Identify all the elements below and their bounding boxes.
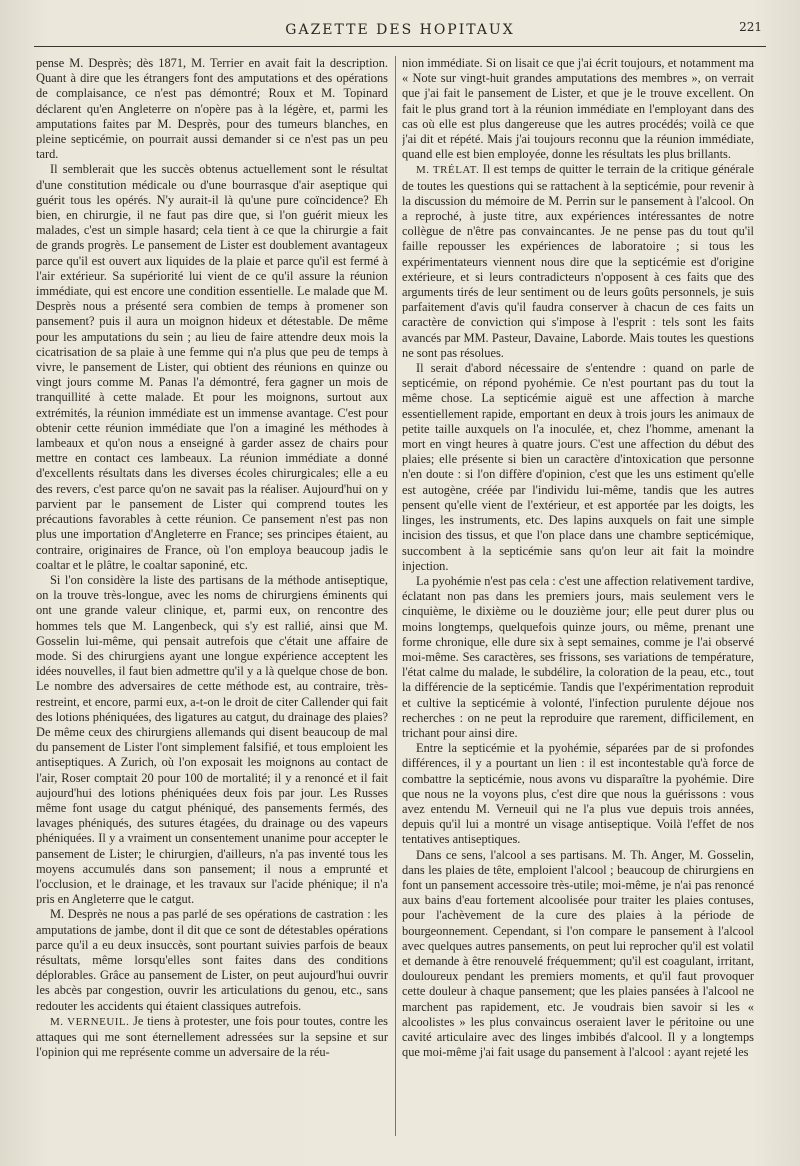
- column-divider: [395, 56, 396, 1136]
- paragraph: Si l'on considère la liste des partisans de la méthode antiseptique, on la trouve très-longue, avec les noms de chirurgiens éminents qui ont une grande valeur clinique, et, parmi eux, on rencontre des hommes tels que M. Langenbeck, qui s'y est rallié, ainsi que M. Gosselin lui-même, qui pensait autrefois que c'était une affaire de mode. Si des chirurgiens ayant une longue expérience acceptent les idées nouvelles, il faut bien admettre qu'il y a là quelque chose de bon. Le nombre des adversaires de cette méthode est, au contraire, très-restreint, et encore, parmi eux, a-t-on le droit de citer Callender qui fait des lotions phéniquées, des ligatures au catgut, du drainage des plaies? De même ceux des chirurgiens allemands qui disent beaucoup de mal du pansement de Lister l'ont simplement falsifié, et tous emploient les antiseptiques. A Zurich, où l'on exposait les moignons au contact de l'air, Roser comptait 20 pour 100 de mortalité; il y a renoncé et il fait aujourd'hui des lotions phéniquées deux fois par jour. Les Russes même font usage du catgut phéniqué, des pansements fermés, des lavages phéniqués, des sutures étagées, du drainage ou des vapeurs phéniquées. Il y a vraiment un consentement unanime pour accepter le pansement de Lister; le chirurgien, d'ailleurs, n'a pas inventé tous les moyens accumulés dans son pansement; il nous a emprunté et l'occlusion, et le drainage, et les travaux sur l'acide phénique; il n'a pris en Angleterre que le catgut.: [36, 572, 388, 907]
- speaker-paragraph: [36, 1014, 388, 1061]
- paragraph: Dans ce sens, l'alcool a ses partisans. M. Th. Anger, M. Gosselin, dans les plaies de tête, emploient l'alcool ; beaucoup de chirurgiens en font un pansement accessoire très-utile; moi-même, je n'ai pas renoncé aux bains d'eau fortement alcoolisée pour traiter les plaies contuses, pour l'achèvement de la cure des plaies à la période de bourgeonnement. Cependant, si l'on compare le pansement à l'alcool avec quelques autres pansements, on peut lui reprocher qu'il est volatil et demande à être renouvelé fréquemment; qu'il est coagulant, irritant, douloureux pendant les premiers moments, et qu'il faut provoquer cette douleur à chaque pansement; que les plaies pansées à l'alcool ne marchent pas rapidement, etc. Je voudrais bien savoir si les « alcoolistes » les plus convaincus oseraient laver le péritoine ou une cavité articulaire avec des linges imbibés d'alcool. Il y a longtemps que moi-même j'ai fait usage du pansement à l'alcool : ayant rejeté les: [402, 847, 754, 1060]
- paragraph: nion immédiate. Si on lisait ce que j'ai écrit toujours, et notamment ma « Note sur vingt-huit grandes amputations des membres », on verrait que j'ai fait le pansement de Lister, et que je le trouve excellent. On fait le plus grand tort à la réunion immédiate en l'employant dans des cas où elle est plus dangereuse que les autres procédés; voilà ce que j'ai dit et répété. Mais j'ai toujours reconnu que la réunion immédiate, quand elle est bien employée, donne les résultats les plus brillants.: [402, 56, 754, 162]
- speaker-name: M. TRÉLAT.: [416, 164, 480, 177]
- paragraph: pense M. Desprès; dès 1871, M. Terrier en avait fait la description. Quant à dire que les étrangers font des amputations et des opérations de complaisance, ce n'est pas démontré; Roux et M. Topinard déclarent qu'en Angleterre on n'opère pas à la légère, et, parmi les amputations faites par M. Desprès, pour des tumeurs blanches, en pleine septicémie, on pourrait aussi demander si ce n'est pas un peu tard.: [36, 56, 388, 162]
- left-column: [36, 56, 388, 1150]
- paragraph: La pyohémie n'est pas cela : c'est une affection relativement tardive, éclatant non pas dans les premiers jours, mais seulement vers le cinquième, le dixième ou le douzième jour; elle peut durer plus ou moins longtemps, quelquefois quinze jours, ou même, prenant une forme chronique, elle dure six à sept semaines, comme je l'ai observé moi-même. Ses caractères, ses frissons, ses variations de température, l'état calme du malade, le subdélire, la coloration de la peau, etc., tout la différencie de la septicémie. Tandis que l'expérimentation reproduit et cultive la septicémie à volonté, l'infection purulente déjoue nos recherches : on ne peut la reproduire que rarement, difficilement, en trichant pour ainsi dire.: [402, 573, 754, 740]
- paragraph-text: Je tiens à protester, une fois pour toutes, contre les attaques qui me sont éternellement adressées sur la sepsine et sur l'opinion qui me représente comme un adversaire de la réu-: [36, 1013, 388, 1060]
- paragraph: Il semblerait que les succès obtenus actuellement sont le résultat d'une constitution médicale ou d'une bourrasque d'air aseptique qui guérit tous les opérés. N'y aurait-il là qu'une pure coïncidence? Eh bien, en chirurgie, il ne faut pas dire que, si l'on guérit mieux les malades, c'est un simple hasard; cela tient à ce que la chirurgie a fait de grands progrès. Le pansement de Lister est doublement avantageux parce qu'il est ouvert aux liquides de la plaie et parce qu'il est fermé à l'air extérieur. Sa supériorité lui vient de ce qu'il assure la réunion immédiate, qui est encore une condition essentielle. Le malade que M. Desprès nous a présenté sera combien de temps à promener son pansement? puis il aura un moignon hideux et détestable. De même pour les amputations du sein ; au lieu de faire attendre deux mois la cicatrisation de sa plaie à une femme qui n'a plus que peu de temps à vivre, le pansement de Lister, qui obtient des réunions en quinze ou vingt jours comme M. Panas l'a démontré, fera gagner un mois de tranquillité à cette malade. Et pour les moignons, surtout aux extrémités, la réunion immédiate est un immense avantage. C'est pour obtenir cette réunion immédiate que l'on a imaginé les méthodes à lambeaux et qu'on nous a enseigné à garder assez de chairs pour mettre en contact ces lambeaux. La réunion immédiate a donné d'excellents résultats dans les diverses écoles chirurgicales; elle a eu des revers, c'est parce qu'on ne savait pas la réaliser. Aujourd'hui on y parvient par le pansement de Lister qui comprend toutes les précautions favorables à cette réunion. Ce pansement n'est pas non plus une importation d'Angleterre en France; ses principes étaient, au contraire, originaires de France, où l'on employa beaucoup jadis le coaltar et le plâtre, le coaltar saponiné, etc.: [36, 162, 388, 572]
- header-rule: [34, 46, 766, 47]
- right-column: [402, 56, 754, 1150]
- page-header: [34, 18, 766, 48]
- page-number: 221: [739, 20, 762, 34]
- speaker-name: M. VERNEUIL.: [50, 1015, 130, 1028]
- paragraph-text: Il est temps de quitter le terrain de la critique générale de toutes les questions qui se rattachent à la septicémie, pour revenir à la discussion du mémoire de M. Perrin sur le pansement à l'alcool. On a reproché, à juste titre, aux expériences intéressantes de notre collègue de n'être pas convaincantes. Je ne pense pas du tout qu'il faille repousser les expériences de laboratoire ; si tous les expérimentateurs viennent nous dire que la septicémie est d'origine extérieure, et si leurs contradicteurs n'opposent à ces faits que des arguments tirés de leur sentiment ou de leurs goûts personnels, je suis parfaitement d'avis qu'il faudra conserver à chacun de ces faits un caractère de conviction qui s'impose à l'esprit : tels sont les faits avancés par MM. Pasteur, Davaine, Laborde. Mais toutes les questions ne sont pas résolues.: [402, 162, 754, 360]
- paragraph: Il serait d'abord nécessaire de s'entendre : quand on parle de septicémie, on répond pyohémie. Ce n'est pourtant pas du tout la même chose. La septicémie aiguë est une affection à marche essentiellement rapide, emportant en deux à trois jours les animaux de petite taille auxquels on l'a inoculée, et, chez l'homme, amenant la mort en vingt heures à quatre jours. C'est une affection du début des plaies; elle présente si bien un caractère d'intoxication que personne n'en doute : si l'on diffère d'opinion, c'est que les uns estiment qu'elle est autogène, créée par l'individu lui-même, tandis que les autres pensent qu'elle vient de l'extérieur, et est apportée par les doigts, les linges, les instruments, etc. Des lapins auxquels on fait une simple incision des tissus, et que l'on place dans une chambre septicémique, succombent à la septicémie sans qu'on leur ait fait la moindre injection.: [402, 361, 754, 573]
- paragraph: M. Desprès ne nous a pas parlé de ses opérations de castration : les amputations de jambe, dont il dit que ce sont de détestables opérations parce qu'il a eu deux insuccès, sont pourtant suivies parfois de beaux résultats, même lorsqu'elles sont faites dans des conditions déplorables. Grâce au pansement de Lister, on peut aujourd'hui ouvrir les abcès par congestion, ouvrir les articulations du genou, etc., sans redouter les accidents qui étaient classiques autrefois.: [36, 907, 388, 1013]
- journal-title: GAZETTE DES HOPITAUX: [285, 22, 515, 38]
- speaker-paragraph: [402, 162, 754, 361]
- paragraph: Entre la septicémie et la pyohémie, séparées par de si profondes différences, il y a pourtant un lien : il est incontestable qu'à force de combattre la septicémie, nous avons vu disparaître la pyohémie. Dire que nous ne la voyons plus, c'est dire que nous la guérissons : vous avez entendu M. Verneuil qui ne l'a plus vue depuis trois années, depuis qu'il lui a montré un visage antiseptique. Voilà l'effet de nos tentatives antiseptiques.: [402, 741, 754, 847]
